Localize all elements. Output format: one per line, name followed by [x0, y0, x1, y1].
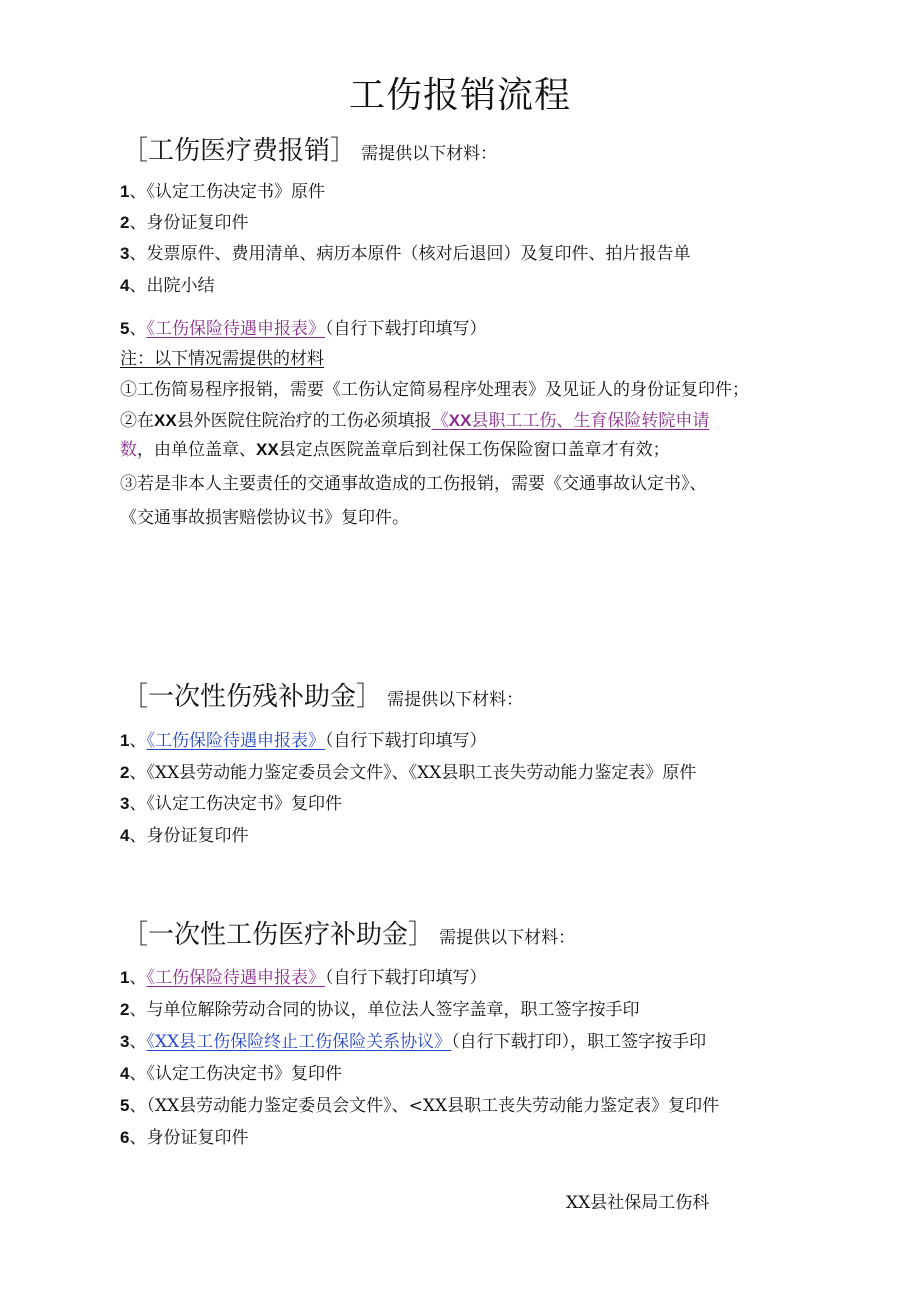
note-item-continued: 《交通事故损害赔偿协议书》复印件。	[120, 508, 409, 528]
form-download-link[interactable]: 《工伤保险待遇申报表》	[146, 731, 325, 751]
materials-note: 需提供以下材料：	[361, 144, 498, 164]
list-item: 3、《认定工伤决定书》复印件	[120, 794, 342, 814]
termination-agreement-link[interactable]: 《XX县工伤保险终止工伤保险关系协议》	[146, 1032, 452, 1052]
item-number: 1	[120, 182, 130, 201]
list-item: 3、发票原件、费用清单、病历本原件（核对后退回）及复印件、拍片报告单	[120, 244, 691, 264]
list-item: 4、《认定工伤决定书》复印件	[120, 1064, 342, 1084]
list-item: 1、《工伤保险待遇申报表》（自行下载打印填写）	[120, 731, 487, 751]
note-title: 注：以下情况需提供的材料	[120, 349, 324, 369]
issuing-department: XX县社保局工伤科	[566, 1193, 710, 1213]
item-number: 5	[120, 319, 130, 338]
list-item: 2、身份证复印件	[120, 213, 249, 233]
form-download-link[interactable]: 《工伤保险待遇申报表》	[146, 968, 325, 988]
section-heading-medical-subsidy	[122, 918, 575, 955]
materials-note: 需提供以下材料：	[439, 928, 576, 948]
section-title: ［一次性伤残补助金］	[122, 682, 383, 712]
note-item: ③若是非本人主要责任的交通事故造成的工伤报销，需要《交通事故认定书》、	[120, 474, 707, 494]
section-heading-disability	[122, 680, 523, 717]
section-title: ［工伤医疗费报销］	[122, 136, 357, 166]
note-item-continued: 数，由单位盖章、XX县定点医院盖章后到社保工伤保险窗口盖章才有效；	[120, 440, 670, 460]
list-item: 6、身份证复印件	[120, 1128, 249, 1148]
list-item: 4、出院小结	[120, 276, 215, 296]
transfer-application-link-continued[interactable]: 数	[120, 440, 137, 460]
item-text: 发票原件、费用清单、病历本原件（核对后退回）及复印件、拍片报告单	[146, 244, 691, 264]
item-text: （自行下载打印填写）	[324, 319, 487, 339]
item-number: 2	[120, 213, 130, 232]
item-text: 身份证复印件	[146, 213, 249, 233]
list-item: 5、（XX县劳动能力鉴定委员会文件》、<XX县职工丧失劳动能力鉴定表》复印件	[120, 1096, 720, 1116]
form-download-link[interactable]: 《工伤保险待遇申报表》	[146, 319, 325, 339]
list-item: 1、《工伤保险待遇申报表》（自行下载打印填写）	[120, 968, 487, 988]
section-heading-medical	[122, 134, 497, 171]
list-item: 3、《XX县工伤保险终止工伤保险关系协议》（自行下载打印），职工签字按手印	[120, 1032, 707, 1052]
item-number: 4	[120, 276, 130, 295]
transfer-application-link[interactable]: 《XX县职工工伤、生育保险转院申请	[431, 411, 710, 431]
item-text: 《认定工伤决定书》原件	[146, 182, 325, 202]
list-item: 2、《XX县劳动能力鉴定委员会文件》、《XX县职工丧失劳动能力鉴定表》原件	[120, 763, 697, 783]
note-item: ①工伤简易程序报销，需要《工伤认定简易程序处理表》及见证人的身份证复印件；	[120, 380, 749, 400]
page-title: 工伤报销流程	[348, 75, 571, 116]
list-item: 4、身份证复印件	[120, 826, 249, 846]
list-item: 2、与单位解除劳动合同的协议，单位法人签字盖章，职工签字按手印	[120, 1000, 640, 1020]
list-item: 5、《工伤保险待遇申报表》（自行下载打印填写）	[120, 319, 487, 339]
section-title: ［一次性工伤医疗补助金］	[122, 920, 435, 950]
materials-note: 需提供以下材料：	[387, 690, 524, 710]
item-text: 出院小结	[146, 276, 215, 296]
note-item: ②在XX县外医院住院治疗的工伤必须填报《XX县职工工伤、生育保险转院申请	[120, 411, 710, 431]
item-number: 3	[120, 244, 130, 263]
list-item: 1、《认定工伤决定书》原件	[120, 182, 325, 202]
